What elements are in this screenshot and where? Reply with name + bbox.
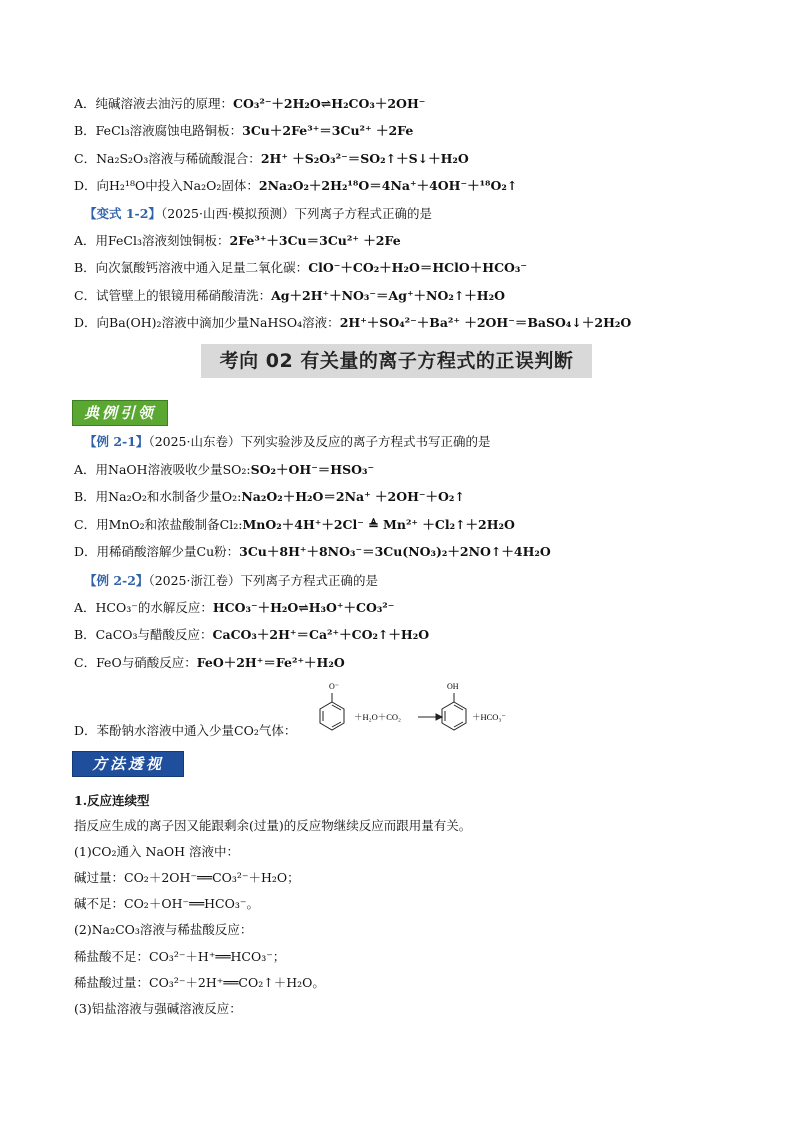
option-equation: ClO⁻＋CO₂＋H₂O＝HClO＋HCO₃⁻ xyxy=(308,260,527,275)
example-2-1-stem xyxy=(84,433,734,451)
option-label: B．向次氯酸钙溶液中通入足量二氧化碳： xyxy=(74,260,309,275)
option-equation: CaCO₃＋2H⁺＝Ca²⁺＋CO₂↑＋H₂O xyxy=(212,627,430,642)
option-equation: SO₂＋OH⁻＝HSO₃⁻ xyxy=(250,462,375,477)
phenol-oh-label: OH xyxy=(447,682,459,691)
option-label: C．FeO与硝酸反应： xyxy=(74,655,197,670)
method-sub-2: (2)Na₂CO₃溶液与稀盐酸反应： xyxy=(74,922,253,937)
method-banner: 方法透视 xyxy=(72,751,184,777)
question-tag: 【例 2-2】 xyxy=(84,573,149,588)
option-label: A．用NaOH溶液吸收少量SO₂: xyxy=(74,462,251,477)
phenoxide-ring-icon xyxy=(320,693,344,730)
e22-option-b xyxy=(74,626,734,644)
reagents-label: ＋H₂O＋CO₂ xyxy=(354,712,402,722)
section-title: 考向 02 有关量的离子方程式的正误判断 xyxy=(201,344,592,378)
option-label: D．用稀硝酸溶解少量Cu粉： xyxy=(74,544,240,559)
option-label: D．向Ba(OH)₂溶液中滴加少量NaHSO₄溶液： xyxy=(74,315,340,330)
v12-option-b xyxy=(74,259,734,277)
option-equation: CO₃²⁻＋2H₂O⇌H₂CO₃＋2OH⁻ xyxy=(233,96,426,111)
example-banner: 典例引领 xyxy=(72,400,168,426)
e21-option-a xyxy=(74,461,734,479)
option-label: C．用MnO₂和浓盐酸制备Cl₂: xyxy=(74,517,243,532)
arrow-right-icon xyxy=(418,714,442,720)
question-tag: 【例 2-1】 xyxy=(84,434,149,449)
method-paragraph-1: 指反应生成的离子因又能跟剩余(过量)的反应物继续反应而跟用量有关。 xyxy=(74,818,472,833)
q1-option-c xyxy=(74,150,734,168)
option-label: D．向H₂¹⁸O中投入Na₂O₂固体： xyxy=(74,178,259,193)
option-label: B．用Na₂O₂和水制备少量O₂: xyxy=(74,489,242,504)
option-equation: Na₂O₂＋H₂O＝2Na⁺ ＋2OH⁻＋O₂↑ xyxy=(241,489,465,504)
phenoxide-o-label: O⁻ xyxy=(329,682,339,691)
option-equation: 3Cu＋8H⁺＋8NO₃⁻＝3Cu(NO₃)₂＋2NO↑＋4H₂O xyxy=(239,544,551,559)
option-label: A．纯碱溶液去油污的原理： xyxy=(74,96,234,111)
question-stem: （2025·山西·模拟预测）下列离子方程式正确的是 xyxy=(160,206,432,221)
v12-option-a xyxy=(74,232,734,250)
e22-option-a xyxy=(74,599,734,617)
option-equation: MnO₂＋4H⁺＋2Cl⁻ ≜ Mn²⁺ ＋Cl₂↑＋2H₂O xyxy=(242,517,515,532)
question-tag: 【变式 1-2】 xyxy=(84,206,161,221)
e22-option-c xyxy=(74,654,734,672)
v12-option-c xyxy=(74,287,734,305)
option-label: C．Na₂S₂O₃溶液与稀硫酸混合： xyxy=(74,151,261,166)
q1-option-d xyxy=(74,177,734,195)
option-equation: 2Na₂O₂＋2H₂¹⁸O＝4Na⁺＋4OH⁻＋¹⁸O₂↑ xyxy=(258,178,518,193)
method-sub-2b: 稀盐酸过量：CO₃²⁻＋2H⁺══CO₂↑＋H₂O。 xyxy=(74,975,325,990)
e21-option-d xyxy=(74,543,734,561)
option-label: B．CaCO₃与醋酸反应： xyxy=(74,627,213,642)
option-label: D．苯酚钠水溶液中通入少量CO₂气体： xyxy=(74,723,297,738)
method-sub-2a: 稀盐酸不足：CO₃²⁻＋H⁺══HCO₃⁻； xyxy=(74,949,286,964)
product-label: ＋HCO₃⁻ xyxy=(472,712,506,722)
q1-option-b xyxy=(74,122,734,140)
option-label: C．试管壁上的银镜用稀硝酸清洗： xyxy=(74,288,272,303)
method-sub-1b: 碱不足：CO₂＋OH⁻══HCO₃⁻。 xyxy=(74,896,259,911)
method-sub-3: (3)铝盐溶液与强碱溶液反应： xyxy=(74,1001,242,1016)
option-label: A．HCO₃⁻的水解反应： xyxy=(74,600,213,615)
variant-1-2-stem xyxy=(84,205,734,223)
method-heading-1: 1.反应连续型 xyxy=(74,793,150,808)
method-sub-1a: 碱过量：CO₂＋2OH⁻══CO₃²⁻＋H₂O； xyxy=(74,870,300,885)
option-equation: HCO₃⁻＋H₂O⇌H₃O⁺＋CO₃²⁻ xyxy=(212,600,395,615)
option-equation: 2Fe³⁺＋3Cu＝3Cu²⁺ ＋2Fe xyxy=(229,233,401,248)
option-equation: FeO＋2H⁺＝Fe²⁺＋H₂O xyxy=(196,655,345,670)
method-sub-1: (1)CO₂通入 NaOH 溶液中： xyxy=(74,844,240,859)
question-stem: （2025·山东卷）下列实验涉及反应的离子方程式书写正确的是 xyxy=(148,434,491,449)
option-label: B．FeCl₃溶液腐蚀电路铜板： xyxy=(74,123,243,138)
question-stem: （2025·浙江卷）下列离子方程式正确的是 xyxy=(148,573,378,588)
v12-option-d xyxy=(74,314,734,332)
q1-option-a xyxy=(74,95,734,113)
example-2-2-stem xyxy=(84,572,734,590)
option-equation: 2H⁺＋SO₄²⁻＋Ba²⁺ ＋2OH⁻＝BaSO₄↓＋2H₂O xyxy=(339,315,632,330)
option-equation: 2H⁺ ＋S₂O₃²⁻＝SO₂↑＋S↓＋H₂O xyxy=(260,151,469,166)
phenol-ring-icon xyxy=(442,693,466,730)
e21-option-b xyxy=(74,488,734,506)
e21-option-c xyxy=(74,516,734,534)
option-equation: Ag＋2H⁺＋NO₃⁻＝Ag⁺＋NO₂↑＋H₂O xyxy=(271,288,505,303)
option-label: A．用FeCl₃溶液刻蚀铜板： xyxy=(74,233,230,248)
option-equation: 3Cu＋2Fe³⁺＝3Cu²⁺ ＋2Fe xyxy=(242,123,414,138)
phenoxide-reaction-scheme xyxy=(312,678,512,742)
